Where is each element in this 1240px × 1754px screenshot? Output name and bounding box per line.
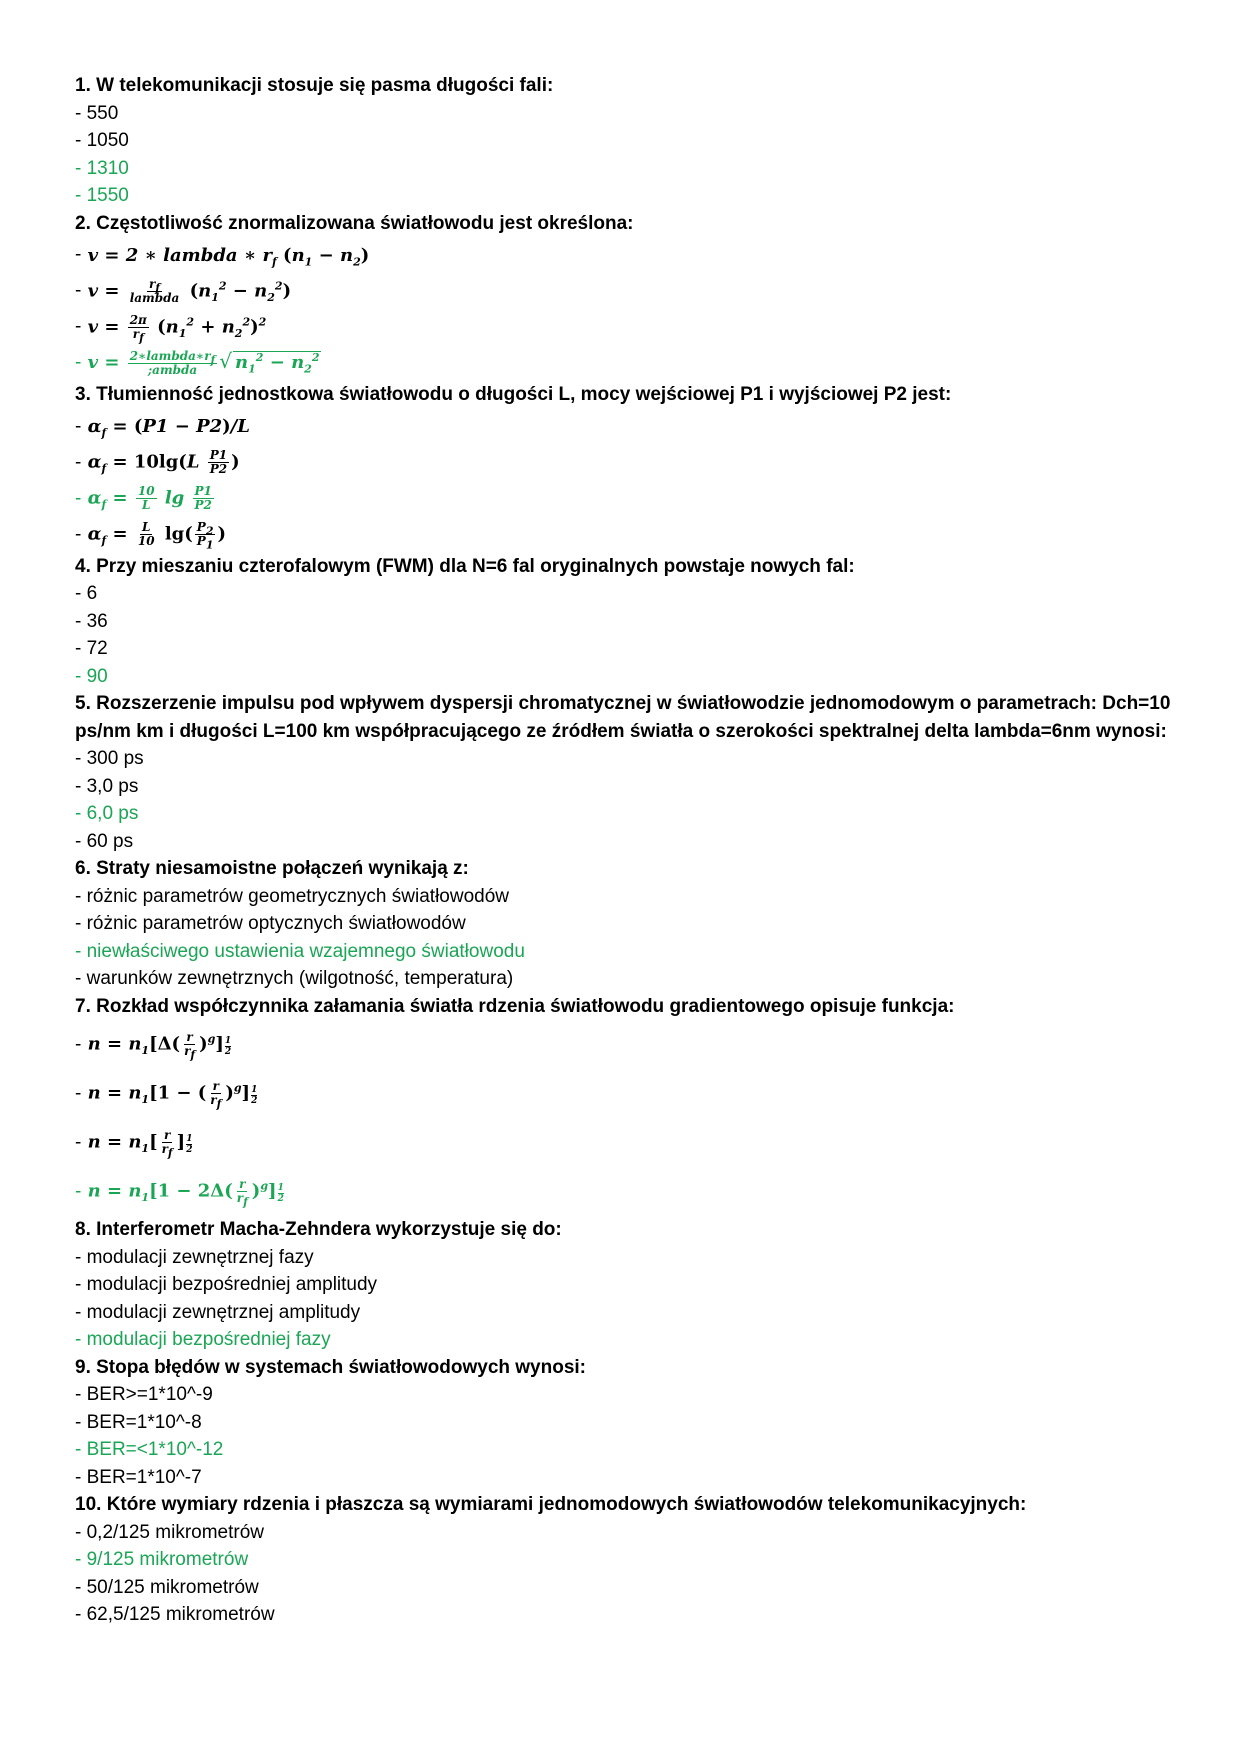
question-7-answer-1: - $n = n_1[\Delta$( $\frac{r}{r_f}$ )$^g$] $\frac{1}{2}$ (75, 1030, 232, 1062)
question-7-answer-3: - $n = n_1$[ $\frac{r}{r_f}$ ] $\frac{1}{2}$ (75, 1128, 193, 1160)
question-8-answer-3: - modulacji zewnętrznej amplitudy (75, 1301, 361, 1323)
question-8-answer-1: - modulacji zewnętrznej fazy (75, 1246, 314, 1268)
question-2-title: 2. Częstotliwość znormalizowana światłowodu jest określona: (75, 212, 634, 234)
question-3-answer-1: - $\alpha_f = (P1 - P2)/L$ (75, 415, 250, 440)
question-8-answer-2: - modulacji bezpośredniej amplitudy (75, 1274, 378, 1295)
question-3-answer-4: - $\alpha_f$ = $\frac{L}{10}$ lg( $\frac{P_2}{P_1}$ ) (75, 520, 226, 552)
question-6-answer-4: - warunków zewnętrznych (wilgotność, temperatura) (75, 968, 514, 989)
question-1-answer-3: - 1310 (75, 157, 129, 179)
question-4-answer-3: - 72 (75, 638, 108, 659)
question-9-title: 9. Stopa błędów w systemach światłowodowych wynosi: (75, 1356, 586, 1378)
question-5-answer-2: - 3,0 ps (75, 775, 139, 797)
question-9-answer-3: - BER=<1*10^-12 (75, 1439, 224, 1460)
question-2-answer-3: - v = $\frac{2\pi}{r_f}$ $(n_1^2 + n_2^2)^2$ (75, 312, 267, 344)
question-4-answer-2: - 36 (75, 610, 108, 632)
question-1-title: 1. W telekomunikacji stosuje się pasma długości fali: (75, 75, 554, 96)
question-4-answer-1: - 6 (75, 583, 98, 604)
question-7-answer-4: - $n = n_1[1 - 2\Delta$( $\frac{r}{r_f}$ )$^g$] $\frac{1}{2}$ (75, 1177, 284, 1209)
question-3-title: 3. Tłumienność jednostkowa światłowodu o długości L, mocy wejściowej P1 i wyjściowej P2 jest: (75, 384, 952, 405)
question-8-answer-4: - modulacji bezpośredniej fazy (75, 1329, 331, 1350)
question-3-answer-2: - $\alpha_f = 10\lg(L$ $\frac{P1}{P2}$ ) (75, 448, 240, 476)
question-1-answer-2: - 1050 (75, 130, 129, 151)
question-6-answer-2: - różnic parametrów optycznych światłowodów (75, 913, 466, 934)
question-5-title: 5. Rozszerzenie impulsu pod wpływem dyspersji chromatycznej w światłowodzie jednomodowym o parametrach: Dch=10 ps/nm km i długości L=100 km współpracującego ze źródłem światła o szerokości spektralnej delta lambda=6nm wynosi: (75, 693, 1171, 742)
question-2-answer-2: - v = $\frac{r_f}{\text{lambda}}$ $(n_1^2 - n_2^2)$ (75, 276, 292, 305)
question-7-title: 7. Rozkład współczynnika załamania światła rdzenia światłowodu gradientowego opisuje funkcja: (75, 995, 955, 1017)
question-7-answer-2: - $n = n_1[1$ − ( $\frac{r}{r_f}$ )$^g$] $\frac{1}{2}$ (75, 1079, 258, 1111)
question-4-title: 4. Przy mieszaniu czterofalowym (FWM) dla N=6 fal oryginalnych powstaje nowych fal: (75, 555, 855, 577)
question-1-answer-4: - 1550 (75, 185, 129, 206)
question-2-answer-4: - v = $\frac{2∗lambda∗r_f}{\text{;ambda}}$ √ $n_1^2 - n_2^2$ (75, 348, 320, 377)
document-page (75, 72, 1175, 1629)
question-10-title: 10. Które wymiary rdzenia i płaszcza są wymiarami jednomodowych światłowodów telekomunikacyjnych: (75, 1494, 1027, 1515)
question-6-answer-3: - niewłaściwego ustawienia wzajemnego światłowodu (75, 940, 525, 962)
question-6-answer-1: - różnic parametrów geometrycznych światłowodów (75, 885, 509, 907)
question-10-answer-2: - 9/125 mikrometrów (75, 1549, 249, 1570)
question-9-answer-4: - BER=1*10^-7 (75, 1466, 202, 1488)
question-6-title: 6. Straty niesamoistne połączeń wynikają z: (75, 858, 469, 879)
question-4-answer-4: - 90 (75, 665, 108, 687)
question-5-answer-4: - 60 ps (75, 830, 134, 852)
question-2-answer-1: - v = 2 ∗ lambda ∗ $r_f$ $(n_1 - n_2)$ (75, 244, 370, 269)
question-10-answer-4: - 62,5/125 mikrometrów (75, 1604, 275, 1625)
question-5-answer-3: - 6,0 ps (75, 803, 139, 824)
question-10-answer-1: - 0,2/125 mikrometrów (75, 1521, 265, 1543)
question-10-answer-3: - 50/125 mikrometrów (75, 1576, 259, 1598)
question-1-answer-1: - 550 (75, 102, 119, 124)
question-8-title: 8. Interferometr Macha-Zehndera wykorzystuje się do: (75, 1219, 562, 1240)
question-9-answer-2: - BER=1*10^-8 (75, 1411, 202, 1433)
question-9-answer-1: - BER>=1*10^-9 (75, 1384, 213, 1405)
question-3-answer-3: - $\alpha_f$ = $\frac{10}{L}$ lg $\frac{P1}{P2}$ (75, 484, 212, 512)
question-5-answer-1: - 300 ps (75, 748, 144, 769)
